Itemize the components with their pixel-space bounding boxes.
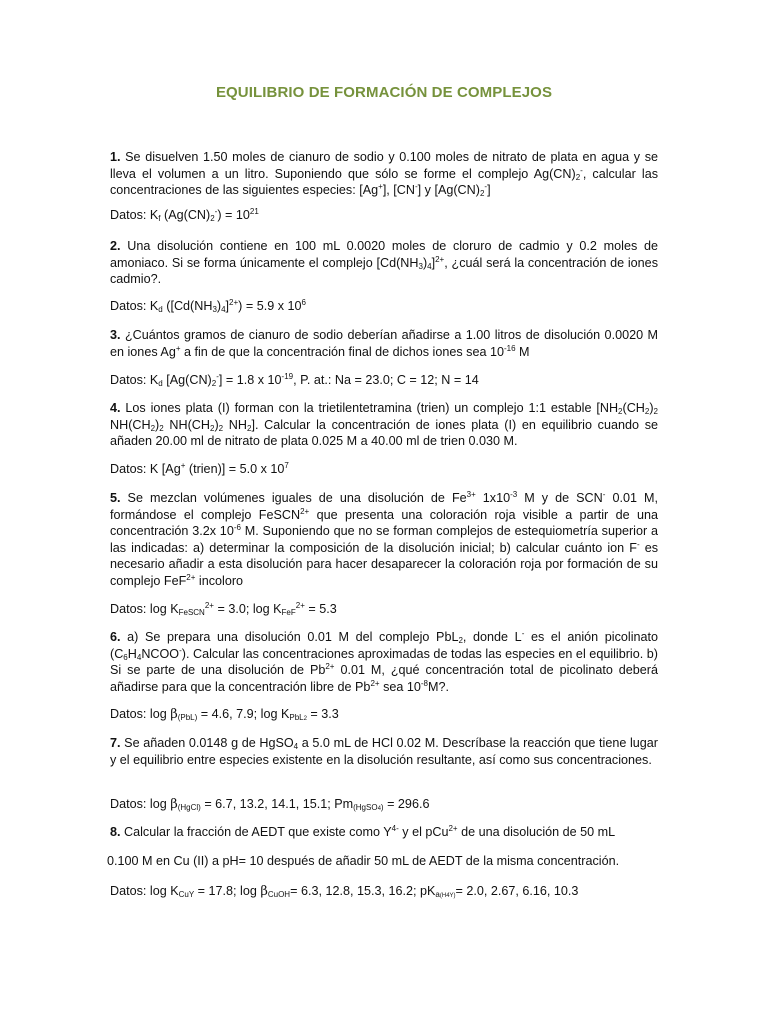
charge: 2+ bbox=[229, 298, 239, 307]
data-text: ] bbox=[225, 299, 230, 313]
data-sub: 2 bbox=[303, 716, 307, 722]
data-text: Datos: K [Ag bbox=[110, 462, 181, 476]
data-sub: FeSCN bbox=[178, 608, 205, 617]
exponent: -6 bbox=[233, 523, 241, 532]
problem-7: 7. Se añaden 0.0148 g de HgSO$_4$ a 5.0 mL de HCl 0.02 M. Descríbase la reacción que tiene lugar y el equilibrio entre especies existente en la disolución resultante, así como sus concentraciones. bbox=[110, 736, 659, 767]
data-text: Datos: K bbox=[110, 373, 159, 387]
data-sub: f bbox=[158, 214, 161, 223]
problem-text: M. Suponiendo que no se forman complejos de estequiometría superior a las indicadas: a) determinar la composición de la disolución inicial; b) calcular cuánto ion F bbox=[110, 524, 658, 555]
data-exponent: 6 bbox=[301, 298, 306, 307]
data-7 bbox=[110, 796, 658, 814]
charge: 2+ bbox=[295, 601, 305, 610]
problem-text: Se disuelven 1.50 moles de cianuro de sodio y 0.100 moles de nitrato de plata en agua y se lleva el volumen a un litro. Suponiendo que sólo se forme el complejo Ag(CN) bbox=[110, 150, 659, 181]
data-5 bbox=[110, 601, 658, 618]
data-sub: d bbox=[158, 379, 163, 388]
charge: 2+ bbox=[448, 824, 458, 833]
problem-number: 6. bbox=[110, 630, 121, 644]
problem-4: 4. Los iones plata (I) forman con la trietilentetramina (trien) un complejo 1:1 estable [$NH_2(CH_2)_2$ $NH(CH_2)_2$ $NH(CH_2)_2$ $NH_2$]. Calcular la concentración de iones plata (I) en equilibrio cuando se añaden 20.00 ml de nitrato de plata 0.025 M a 40.00 ml de trien 0.030 M. bbox=[110, 401, 659, 448]
problem-text: a fin de que la concentración final de dichos iones sea 10 bbox=[180, 344, 504, 359]
data-sub: CuOH bbox=[267, 890, 291, 899]
charge: 3+ bbox=[466, 490, 476, 499]
data-sub: PbL bbox=[289, 713, 304, 722]
problem-text: ). Calcular las concentraciones aproximadas de todas las especies en el equilibrio. b) Si se parte de una disolución de Pb bbox=[110, 646, 658, 677]
data-text: Datos: K bbox=[110, 208, 159, 222]
problem-text: incoloro bbox=[195, 573, 244, 588]
charge: 2+ bbox=[204, 601, 214, 610]
data-sub: FeF bbox=[281, 608, 296, 617]
data-2: Datos: $K_d$ $([Cd(NH_3)_4]^{2+}) = 5.9$ x $10^6$ bbox=[110, 298, 306, 314]
data-1: Datos: $K_f$ $(Ag(CN)_2^-) = 10^{21}$ bbox=[110, 207, 259, 223]
problem-text: 0.01 M, ¿qué concentración total de picolinato deberá añadirse para que la concentración libre de Pb bbox=[110, 663, 659, 694]
data-sub: (HgCl) bbox=[177, 803, 201, 812]
data-text: = 3.3 bbox=[306, 707, 339, 721]
data-sub: (PbL) bbox=[177, 713, 198, 722]
problem-number: 4. bbox=[110, 401, 121, 415]
problem-text: NH(CH bbox=[110, 417, 151, 432]
problem-number: 2. bbox=[110, 239, 121, 253]
problem-2: 2. Una disolución contiene en 100 mL 0.0020 moles de cloruro de cadmio y 0.2 moles de amoniaco. Si se forma únicamente el complejo $[Cd(NH_3)_4]^{2+}$, ¿cuál será la concentración de iones cadmio?. bbox=[110, 239, 659, 286]
problem-text: H bbox=[127, 646, 137, 661]
data-text: = 4.6, 7.9; log K bbox=[197, 707, 290, 721]
data-text: ] = 1.8 x 10 bbox=[218, 373, 282, 387]
data-text: , P. at.: Na = 23.0; C = 12; N = 14 bbox=[293, 373, 479, 387]
problem-text: que presenta una coloración roja visible a partir de una concentración 3.2x 10 bbox=[110, 507, 659, 538]
problem-6: 6. a) Se prepara una disolución 0.01 M del complejo PbL$_2$, donde L- es el anión picolinato $(C_6H_4NCOO^-)$. Calcular las concentraciones aproximadas de todas las especies en el equilibrio. b) Si se parte de una disolución de $Pb^{2+}$ 0.01 M, ¿qué concentración total de picolinato deberá añadirse para que la concentración libre de $Pb^{2+}$ sea $10^{-8}M$?. bbox=[110, 629, 659, 694]
data-text: = 17.8; log bbox=[194, 884, 261, 898]
problem-text: y el pCu bbox=[398, 825, 449, 839]
data-text: ([Cd(NH bbox=[162, 299, 213, 313]
problem-text: NH(CH bbox=[163, 417, 210, 432]
page-title: EQUILIBRIO DE FORMACIÓN DE COMPLEJOS bbox=[215, 84, 553, 101]
problem-text: ¿Cuántos gramos de cianuro de sodio deberían añadirse a 1.00 litros de disolución 0.0020 M en iones Ag bbox=[110, 328, 658, 359]
problem-text: NCOO bbox=[141, 646, 180, 661]
data-sub: Y) bbox=[449, 893, 456, 899]
problem-text: Una disolución contiene en 100 mL 0.0020 moles de cloruro de cadmio y 0.2 moles de amoniaco. Si se forma únicamente el complejo [Cd(NH bbox=[110, 239, 659, 270]
problem-number: 5. bbox=[110, 491, 121, 505]
problem-text: ) bbox=[649, 401, 654, 415]
data-text: = 5.3 bbox=[304, 602, 337, 616]
problem-number: 1. bbox=[110, 150, 121, 164]
data-text: = 296.6 bbox=[383, 797, 430, 811]
data-3: Datos: $K_d$ $[Ag(CN)_2^-] = 1.8$ x $10^{-19}$, P. at.: Na = 23.0; C = 12; N = 14 bbox=[110, 372, 479, 388]
charge: 2+ bbox=[435, 254, 445, 264]
data-sub: ) bbox=[380, 803, 384, 812]
data-text: ) bbox=[216, 299, 222, 313]
data-text: = 2.0, 2.67, 6.16, 10.3 bbox=[455, 884, 579, 898]
data-sub: 4 bbox=[446, 893, 450, 899]
problem-text: ) bbox=[214, 417, 219, 432]
problem-text: ] bbox=[487, 183, 491, 197]
problem-number: 8. bbox=[110, 825, 121, 839]
problem-text: sea 10 bbox=[379, 679, 421, 694]
charge: 2+ bbox=[370, 678, 380, 688]
exponent: -8 bbox=[420, 678, 429, 688]
problem-number: 3. bbox=[110, 328, 121, 342]
data-text: ) = 5.9 x 10 bbox=[238, 299, 302, 313]
data-text: Datos: log bbox=[110, 707, 171, 721]
exponent: -3 bbox=[510, 490, 518, 499]
charge: 2+ bbox=[300, 506, 310, 516]
data-sub: CuY bbox=[178, 890, 195, 899]
problem-text: a 5.0 mL de HCl 0.02 M. Descríbase la reacción que tiene lugar y el equilibrio entre especies existente en la disolución resultante, así como sus concentraciones. bbox=[110, 736, 659, 767]
data-text: Datos: log K bbox=[110, 602, 179, 616]
problem-text: Se añaden 0.0148 g de HgSO bbox=[124, 736, 294, 750]
charge: 4- bbox=[391, 824, 399, 833]
data-text: Datos: log bbox=[110, 797, 171, 811]
problem-text: ] y [Ag(CN) bbox=[417, 183, 480, 197]
exponent: -16 bbox=[503, 343, 516, 353]
problem-text: ) bbox=[422, 255, 428, 270]
data-exponent: -19 bbox=[281, 372, 294, 381]
data-text: (Ag(CN) bbox=[160, 208, 211, 222]
problem-text: , calcular las concentraciones de las siguientes especies: [Ag bbox=[110, 166, 658, 197]
problem-1: 1. Se disuelven 1.50 moles de cianuro de sodio y 0.100 moles de nitrato de plata en agua y se lleva el volumen a un litro. Suponiendo que sólo se forme el complejo $Ag(CN)_2^-$, calcular las concentraciones de las siguientes especies: [Ag+], [CN-] y $[Ag(CN)_2^-]$ bbox=[110, 150, 659, 198]
problem-text: 1x10 bbox=[475, 491, 511, 505]
problem-text: Se mezclan volúmenes iguales de una disolución de Fe bbox=[127, 491, 467, 505]
data-sub: (HgSO bbox=[353, 803, 378, 812]
problem-text: M bbox=[515, 344, 530, 359]
data-sub: (H bbox=[439, 893, 447, 899]
problem-text: es el anión picolinato (C bbox=[110, 630, 658, 661]
charge: 2+ bbox=[325, 662, 335, 671]
data-sub: d bbox=[158, 305, 163, 314]
problem-text: NH bbox=[223, 417, 247, 432]
data-6 bbox=[110, 706, 658, 724]
problem-text: a) Se prepara una disolución 0.01 M del complejo PbL bbox=[127, 630, 459, 644]
problem-text: , donde L bbox=[462, 630, 522, 644]
problem-text: es necesario añadir a esta disolución para hacer desaparecer la coloración roja por formación de su complejo FeF bbox=[110, 540, 658, 588]
data-sub: 4 bbox=[377, 806, 381, 812]
problem-5: 5. Se mezclan volúmenes iguales de una disolución de $Fe^{3+}$ $1x10^{-3}$ M y de SCN- 0.01 M, formándose el complejo FeSCN$^{2+}$ que presenta una coloración roja visible a partir de una concentración 3.2x $10^{-6}$ M. Suponiendo que no se forman complejos de estequiometría superior a las indicadas: a) determinar la composición de la disolución inicial; b) calcular cuánto ion F- es necesario añadir a esta disolución para hacer desaparecer la coloración roja por formación de su complejo FeF$^{2+}$ incoloro bbox=[110, 490, 659, 588]
data-text: [Ag(CN) bbox=[162, 373, 212, 387]
problem-text: ) bbox=[155, 417, 160, 432]
problem-8-continued: 0.100 M en Cu (II) a pH= 10 después de añadir 50 mL de AEDT de la misma concentración. bbox=[107, 854, 620, 868]
data-text: (trien)] = 5.0 x 10 bbox=[185, 462, 285, 476]
data-text: = 3.0; log K bbox=[213, 602, 282, 616]
data-text: ) = 10 bbox=[217, 208, 250, 222]
problem-text: ]. Calcular la concentración de iones plata (I) en equilibrio cuando se añaden 20.00 ml de nitrato de plata 0.025 M a 40.00 ml de trien 0.030 M. bbox=[110, 417, 659, 448]
data-text: Datos: log K bbox=[110, 884, 179, 898]
problem-text: Los iones plata (I) forman con la trietilentetramina (trien) un complejo 1:1 estable [NH bbox=[125, 401, 619, 415]
data-sub: a bbox=[435, 890, 440, 899]
problem-text: de una disolución de 50 mL bbox=[457, 825, 616, 839]
problem-text: (CH bbox=[622, 401, 645, 415]
problem-text: Calcular la fracción de AEDT que existe como Y bbox=[124, 825, 392, 839]
problem-text: 0.01 M, formándose el complejo FeSCN bbox=[110, 491, 658, 522]
charge: 2+ bbox=[186, 572, 196, 582]
problem-text: ] bbox=[431, 255, 436, 270]
problem-text: M?. bbox=[428, 679, 450, 694]
data-text: = 6.7, 13.2, 14.1, 15.1; Pm bbox=[200, 797, 354, 811]
problem-text: M y de SCN bbox=[517, 491, 603, 505]
problem-3: 3. ¿Cuántos gramos de cianuro de sodio deberían añadirse a 1.00 litros de disolución 0.0020 M en iones Ag+ a fin de que la concentración final de dichos iones sea $10^{-16}$ M bbox=[110, 328, 658, 359]
data-8 bbox=[110, 883, 658, 901]
beta-symbol: β bbox=[260, 884, 268, 899]
beta-symbol: β bbox=[170, 797, 178, 812]
data-text: = 6.3, 12.8, 15.3, 16.2; pK bbox=[290, 884, 436, 898]
data-text: Datos: K bbox=[110, 299, 159, 313]
data-exponent: 7 bbox=[284, 461, 289, 470]
data-4: Datos: K [Ag+ (trien)] = 5.0 x $10^7$ bbox=[110, 461, 289, 476]
problem-text: ], [CN bbox=[382, 183, 415, 197]
problem-text: , ¿cuál será la concentración de iones cadmio?. bbox=[110, 255, 658, 286]
problem-number: 7. bbox=[110, 736, 121, 750]
beta-symbol: β bbox=[170, 707, 178, 722]
data-exponent: 21 bbox=[249, 207, 259, 216]
problem-8 bbox=[110, 824, 658, 841]
